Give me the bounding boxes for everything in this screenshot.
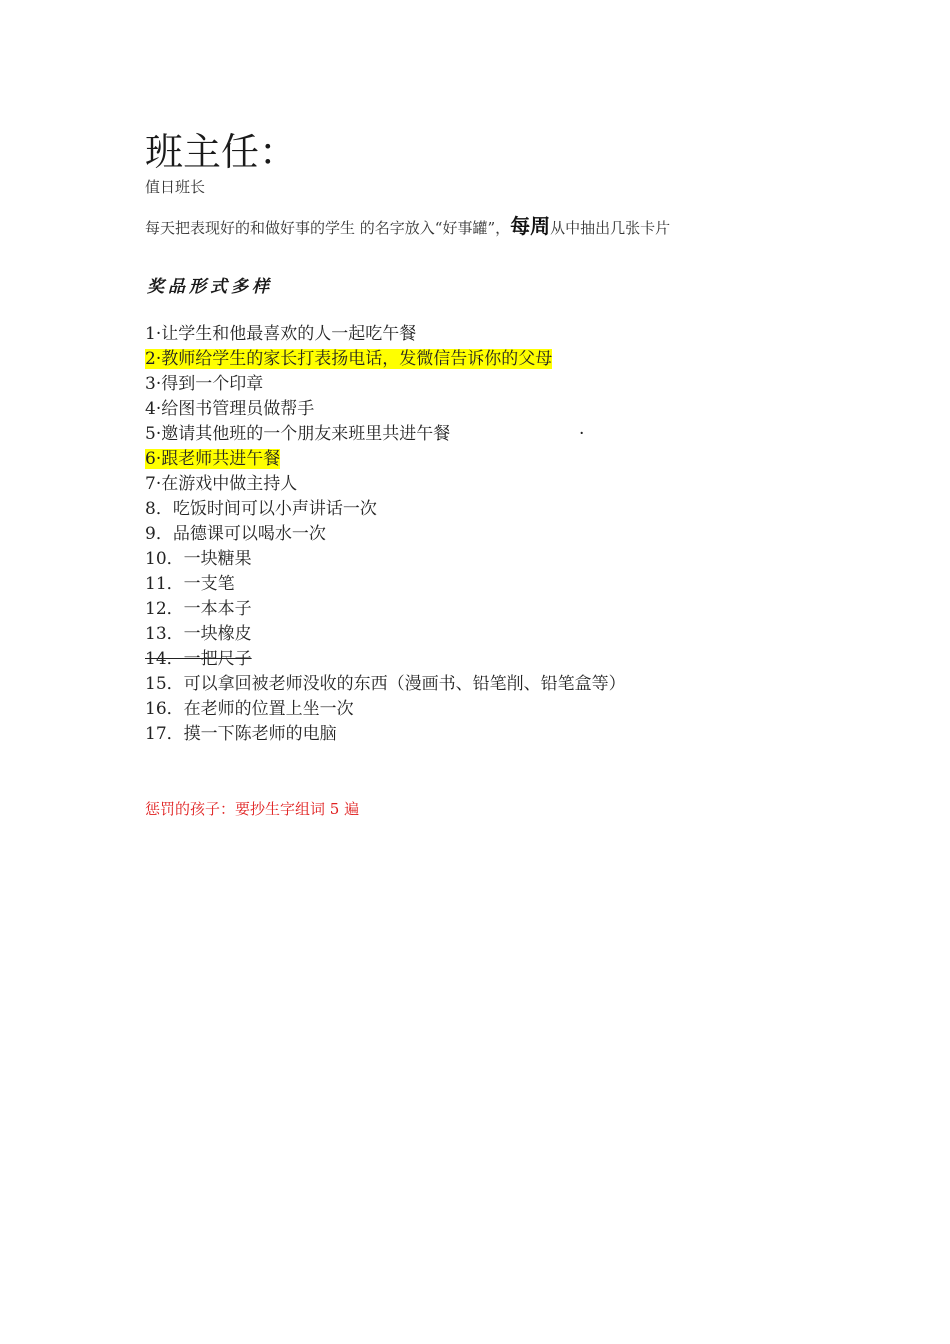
- intro-text-part1: 每天把表现好的和做好事的学生 的名字放入“好事罐”，: [145, 219, 511, 237]
- reward-item-text: 4·给图书管理员做帮手: [145, 399, 315, 419]
- reward-item: [145, 497, 626, 522]
- reward-item: [145, 472, 626, 497]
- reward-item: [145, 547, 626, 572]
- reward-item: [145, 372, 626, 397]
- reward-item-text: 16．在老师的位置上坐一次: [145, 699, 354, 719]
- reward-item: [145, 347, 626, 372]
- stray-dot-mark: ·: [579, 424, 585, 444]
- reward-item: [145, 647, 626, 672]
- reward-item-text: 11．一支笔: [145, 574, 235, 594]
- reward-item-text-highlighted: 6·跟老师共进午餐: [145, 449, 281, 469]
- intro-text-part2: 从中抽出几张卡片: [550, 219, 671, 237]
- reward-item-text: 10．一块糖果: [145, 549, 252, 569]
- reward-item: [145, 622, 626, 647]
- rewards-heading: 奖品形式多样: [147, 277, 273, 297]
- reward-item-text: 9．品德课可以喝水一次: [145, 524, 326, 544]
- page-subtitle: 值日班长: [145, 178, 206, 196]
- rewards-list: [145, 322, 626, 747]
- reward-item-text: 5·邀请其他班的一个朋友来班里共进午餐: [145, 424, 451, 444]
- reward-item-text: 7·在游戏中做主持人: [145, 474, 298, 494]
- reward-item-text: 17．摸一下陈老师的电脑: [145, 724, 337, 744]
- intro-paragraph: [145, 212, 670, 242]
- reward-item-text: 8．吃饭时间可以小声讲话一次: [145, 499, 377, 519]
- reward-item: [145, 422, 626, 447]
- reward-item-text-highlighted: 2·教师给学生的家长打表扬电话，发微信告诉你的父母: [145, 349, 553, 369]
- reward-item: [145, 522, 626, 547]
- reward-item: [145, 572, 626, 597]
- reward-item: [145, 597, 626, 622]
- reward-item-text: 3·得到一个印章: [145, 374, 264, 394]
- reward-item: [145, 672, 626, 697]
- reward-item: [145, 397, 626, 422]
- reward-item: [145, 697, 626, 722]
- reward-item: [145, 322, 626, 347]
- reward-item: [145, 722, 626, 747]
- intro-emphasis: 每周: [510, 214, 551, 238]
- reward-item-text: 15．可以拿回被老师没收的东西（漫画书、铅笔削、铅笔盒等）: [145, 674, 626, 694]
- penalty-note: 惩罚的孩子：要抄生字组词 5 遍: [145, 800, 360, 818]
- reward-item-text: 13．一块橡皮: [145, 624, 252, 644]
- reward-item-text: 1·让学生和他最喜欢的人一起吃午餐: [145, 324, 417, 344]
- reward-item-text: 12．一本本子: [145, 599, 252, 619]
- reward-item-text-struck: 14．一把尺子: [145, 649, 252, 669]
- reward-item: [145, 447, 626, 472]
- page-title: 班主任：: [145, 130, 298, 174]
